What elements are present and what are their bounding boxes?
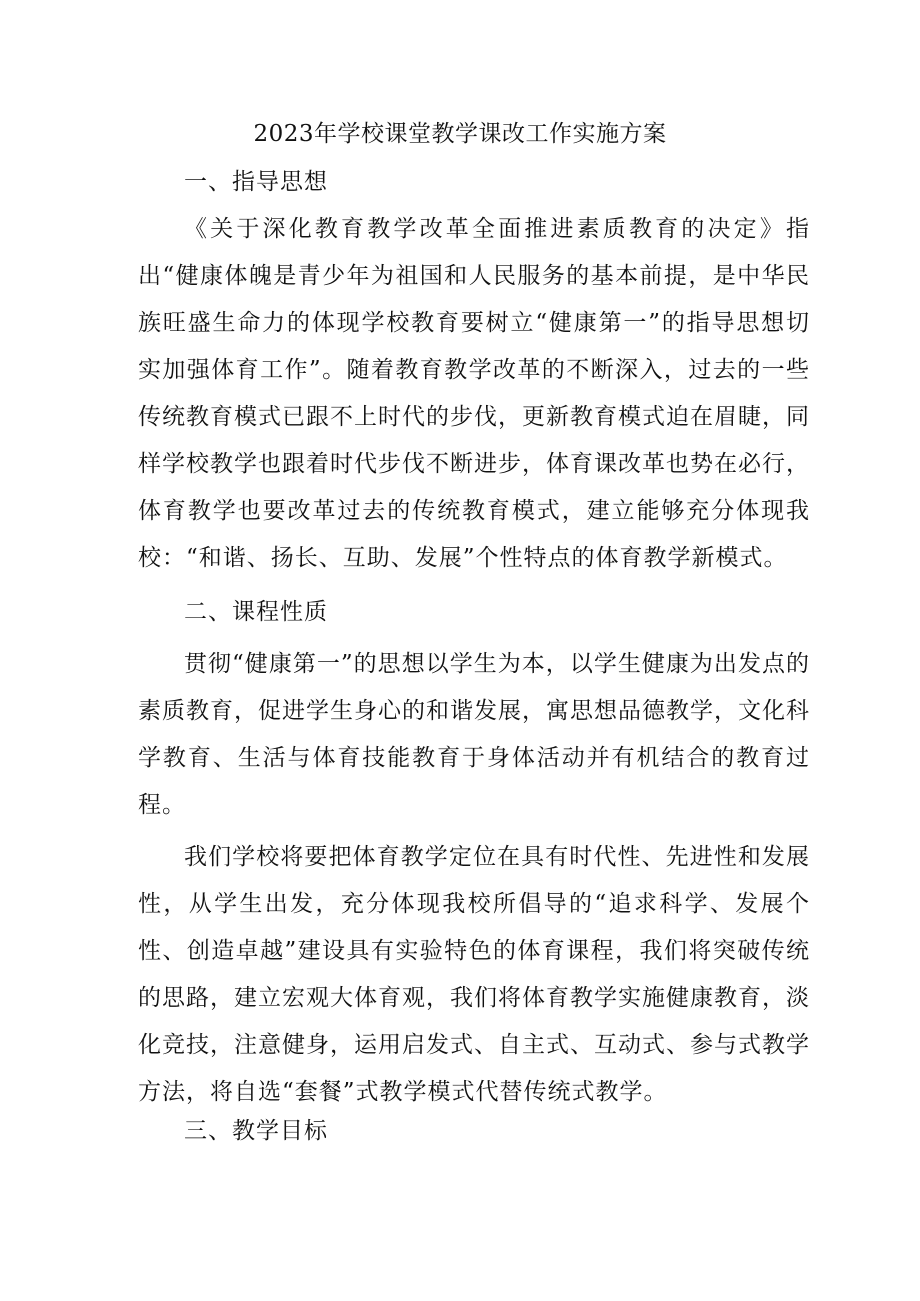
paragraph-course-nature: 贯彻“健康第一”的思想以学生为本，以学生健康为出发点的素质教育，促进学生身心的和谐发展，寓思想品德教学，文化科学教育、生活与体育技能教育于身体活动并有机结合的教育过程。: [138, 651, 810, 818]
section-heading-course-nature: 二、课程性质: [184, 599, 328, 625]
section-heading-teaching-goals: 三、教学目标: [184, 1118, 328, 1144]
document-title: 2023年学校课堂教学课改工作实施方案: [253, 121, 667, 147]
section-heading-guiding-ideology: 一、指导思想: [184, 169, 328, 195]
paragraph-course-positioning: 我们学校将要把体育教学定位在具有时代性、先进性和发展性，从学生出发，充分体现我校所倡导的“追求科学、发展个性、创造卓越”建设具有实验特色的体育课程，我们将突破传统的思路，建立宏观大体育观，我们将体育教学实施健康教育，淡化竞技，注意健身，运用启发式、自主式、互动式、参与式教学方法，将自选“套餐”式教学模式代替传统式教学。: [138, 844, 810, 1105]
paragraph-guiding-ideology: 《关于深化教育教学改革全面推进素质教育的决定》指出“健康体魄是青少年为祖国和人民服务的基本前提，是中华民族旺盛生命力的体现学校教育要树立“健康第一”的指导思想切实加强体育工作”。随着教育教学改革的不断深入，过去的一些传统教育模式已跟不上时代的步伐，更新教育模式迫在眉睫，同样学校教学也跟着时代步伐不断进步，体育课改革也势在必行，体育教学也要改革过去的传统教育模式，建立能够充分体现我校：“和谐、扬长、互助、发展”个性特点的体育教学新模式。: [138, 216, 810, 571]
